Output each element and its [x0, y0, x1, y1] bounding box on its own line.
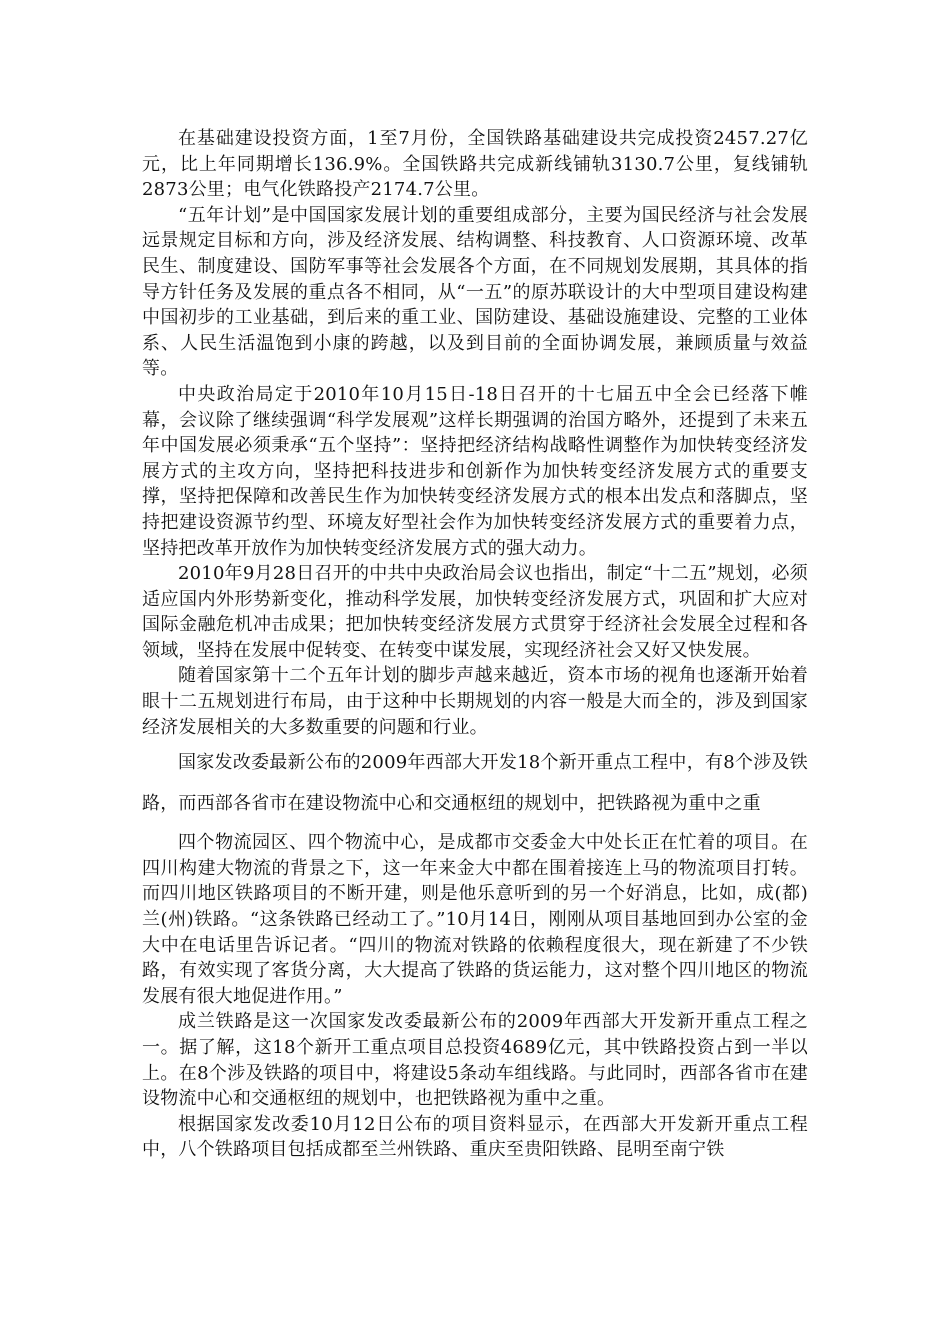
paragraph-capital-market: 随着国家第十二个五年计划的脚步声越来越近，资本市场的视角也逐渐开始着眼十二五规划进行布局，由于这种中长期规划的内容一般是大而全的，涉及到国家经济发展相关的大多数重要的问题和行业。 [142, 665, 808, 738]
paragraph-fifth-plenum: 中央政治局定于2010年10月15日-18日召开的十七届五中全会已经落下帷幕，会议除了继续强调“科学发展观”这样长期强调的治国方略外，还提到了未来五年中国发展必须秉承“五个坚持”：坚持把经济结构战略性调整作为加快转变经济发展方式的主攻方向，坚持把科技进步和创新作为加快转变经济发展方式的重要支撑，坚持把保障和改善民生作为加快转变经济发展方式的根本出发点和落脚点，坚持把建设资源节约型、环境友好型社会作为加快转变经济发展方式的重要着力点，坚持把改革开放作为加快转变经济发展方式的强大动力。 [142, 383, 808, 559]
paragraph-five-year-plan: “五年计划”是中国国家发展计划的重要组成部分，主要为国民经济与社会发展远景规定目标和方向，涉及经济发展、结构调整、科技教育、人口资源环境、改革民生、制度建设、国防军事等社会发展各个方面，在不同规划发展期，其具体的指导方针任务及发展的重点各不相同，从“一五”的原苏联设计的大中型项目建设构建中国初步的工业基础，到后来的重工业、国防建设、基础设施建设、完整的工业体系、人民生活温饱到小康的跨越，以及到目前的全面协调发展，兼顾质量与效益等。 [142, 204, 808, 380]
paragraph-logistics-chengdu: 四个物流园区、四个物流中心，是成都市交委金大中处长正在忙着的项目。在四川构建大物流的背景之下，这一年来金大中都在围着接连上马的物流项目打转。而四川地区铁路项目的不断开建，则是他乐意听到的另一个好消息，比如，成(都)兰(州)铁路。“这条铁路已经动工了。”10月14日，刚刚从项目基地回到办公室的金大中在电话里告诉记者。“四川的物流对铁路的依赖程度很大，现在新建了不少铁路，有效实现了客货分离，大大提高了铁路的货运能力，这对整个四川地区的物流发展有很大地促进作用。” [142, 832, 808, 1007]
paragraph-railway-investment: 在基础建设投资方面，1至7月份，全国铁路基础建设共完成投资2457.27亿元，比上年同期增长136.9%。全国铁路共完成新线铺轨3130.7公里，复线铺轨2873公里；电气化铁路投产2174.7公里。 [142, 128, 808, 201]
paragraph-key-projects-heading: 国家发改委最新公布的2009年西部大开发18个新开重点工程中，有8个涉及铁路，而西部各省市在建设物流中心和交通枢纽的规划中，把铁路视为重中之重 [142, 752, 808, 815]
document-body [142, 126, 808, 1163]
paragraph-ndrc-projects: 根据国家发改委10月12日公布的项目资料显示，在西部大开发新开重点工程中，八个铁路项目包括成都至兰州铁路、重庆至贵阳铁路、昆明至南宁铁 [142, 1113, 808, 1161]
paragraph-politburo-meeting: 2010年9月28日召开的中共中央政治局会议也指出，制定“十二五”规划，必须适应国内外形势新变化，推动科学发展，加快转变经济发展方式，巩固和扩大应对国际金融危机冲击成果；把加快转变经济发展方式贯穿于经济社会发展全过程和各领域，坚持在发展中促转变、在转变中谋发展，实现经济社会又好又快发展。 [142, 563, 808, 661]
paragraph-chenglan-railway: 成兰铁路是这一次国家发改委最新公布的2009年西部大开发新开重点工程之一。据了解，这18个新开工重点项目总投资4689亿元，其中铁路投资占到一半以上。在8个涉及铁路的项目中，将建设5条动车组线路。与此同时，西部各省市在建设物流中心和交通枢纽的规划中，也把铁路视为重中之重。 [142, 1011, 808, 1110]
